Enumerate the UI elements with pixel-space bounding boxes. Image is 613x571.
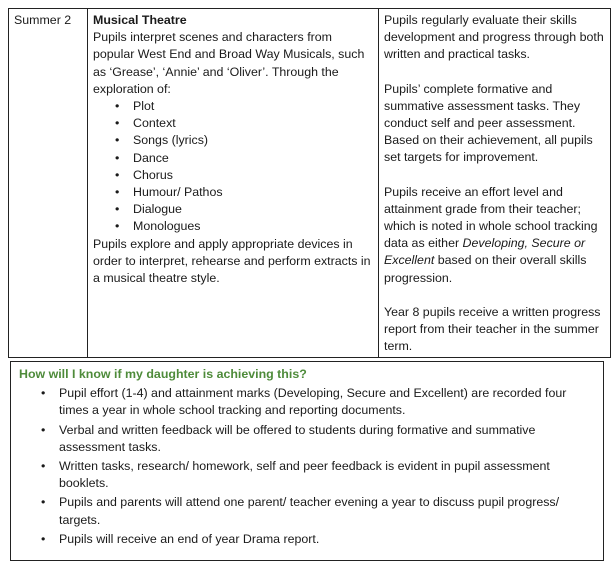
list-item: • Humour/ Pathos [93, 184, 373, 201]
list-item: • Pupils will receive an end of year Drama report. [19, 531, 595, 548]
assessment-paragraph [384, 184, 605, 287]
achievement-box [10, 361, 604, 561]
list-item: • Verbal and written feedback will be offered to students during formative and summative assessment tasks. [19, 422, 595, 456]
term-cell: Summer 2 [9, 9, 88, 358]
assessment-paragraph: Pupils’ complete formative and summative assessment tasks. They conduct self and peer assessment. Based on their achievement, all pupils set targets for improvement. [384, 81, 593, 165]
curriculum-table [8, 8, 611, 358]
list-item: • Monologues [93, 218, 373, 235]
list-item: • Chorus [93, 167, 373, 184]
achievement-heading: How will I know if my daughter is achieving this? [19, 367, 307, 381]
list-item: • Plot [93, 98, 373, 115]
achievement-list [19, 385, 595, 548]
assessment-paragraph: Year 8 pupils receive a written progress report from their teacher in the summer term. [384, 304, 601, 354]
list-item: • Written tasks, research/ homework, self and peer feedback is evident in pupil assessment booklets. [19, 458, 595, 492]
list-item: • Songs (lyrics) [93, 132, 373, 149]
assessment-cell [379, 9, 611, 358]
topic-list [93, 98, 373, 236]
unit-intro: Pupils interpret scenes and characters from popular West End and Broad Way Musicals, such as ‘Grease’, ‘Annie’ and ‘Oliver’. Through the exploration of: [93, 30, 365, 96]
list-item: • Context [93, 115, 373, 132]
list-item: • Dance [93, 150, 373, 167]
content-cell [88, 9, 379, 358]
assessment-text: based on their overall skills progression. [384, 253, 587, 285]
assessment-paragraph: Pupils regularly evaluate their skills development and progress through both written and practical tasks. [384, 13, 604, 62]
list-item: • Dialogue [93, 201, 373, 218]
assessment-text: Pupils receive an effort level and attainment grade from their teacher; which is noted in whole school tracking data as either [384, 184, 598, 251]
list-item: • Pupil effort (1-4) and attainment marks (Developing, Secure and Excellent) are recorded four times a year in whole school tracking and reporting documents. [19, 385, 595, 419]
table-row [9, 9, 611, 358]
list-item: • Pupils and parents will attend one parent/ teacher evening a year to discuss pupil progress/ targets. [19, 494, 595, 528]
unit-title: Musical Theatre [93, 13, 187, 27]
grade-terms: Developing, Secure or Excellent [384, 236, 586, 268]
unit-outro: Pupils explore and apply appropriate devices in order to interpret, rehearse and perform extracts in a musical theatre style. [93, 236, 371, 286]
